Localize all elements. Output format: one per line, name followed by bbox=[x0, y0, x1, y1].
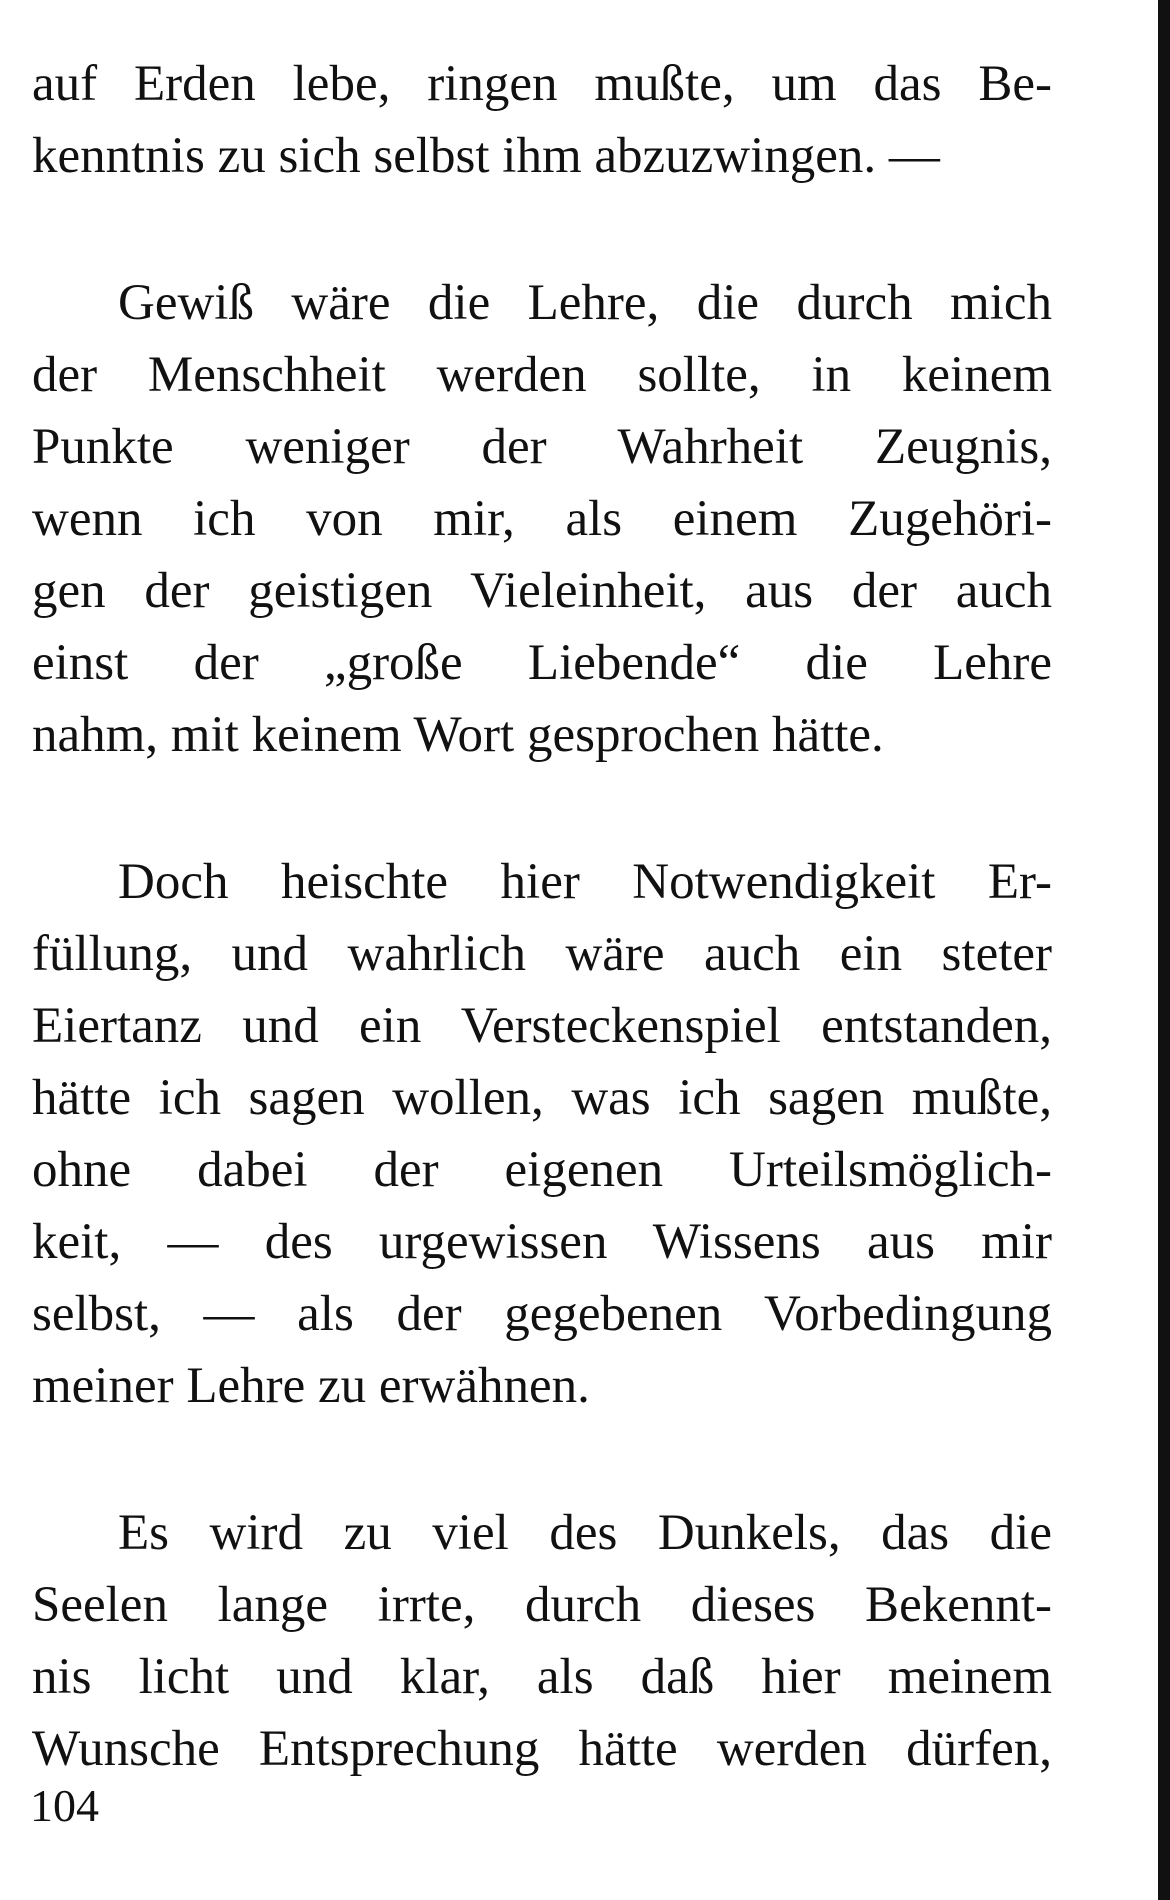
text-line: Punkte weniger der Wahrheit Zeugnis, bbox=[32, 419, 1052, 475]
text-line: Seelen lange irrte, durch dieses Bekennt- bbox=[32, 1577, 1052, 1633]
text-line: Doch heischte hier Notwendigkeit Er- bbox=[118, 854, 1052, 910]
text-line: Gewiß wäre die Lehre, die durch mich bbox=[118, 275, 1052, 331]
text-line: nis licht und klar, als daß hier meinem bbox=[32, 1649, 1052, 1705]
text-line: der Menschheit werden sollte, in keinem bbox=[32, 347, 1052, 403]
text-line: auf Erden lebe, ringen mußte, um das Be- bbox=[32, 56, 1052, 112]
text-line: wenn ich von mir, als einem Zugehöri- bbox=[32, 491, 1052, 547]
text-line: ohne dabei der eigenen Urteilsmöglich- bbox=[32, 1142, 1052, 1198]
page-number: 104 bbox=[30, 1780, 99, 1831]
paragraph-gap bbox=[32, 1422, 1052, 1497]
text-line: Eiertanz und ein Versteckenspiel entstanden, bbox=[32, 998, 1052, 1054]
text-line: selbst, — als der gegebenen Vorbedingung bbox=[32, 1286, 1052, 1342]
text-line: gen der geistigen Vieleinheit, aus der auch bbox=[32, 563, 1052, 619]
text-line: meiner Lehre zu erwähnen. bbox=[32, 1358, 590, 1414]
paragraph-gap bbox=[32, 192, 1052, 267]
text-line: keit, — des urgewissen Wissens aus mir bbox=[32, 1214, 1052, 1270]
text-line: Es wird zu viel des Dunkels, das die bbox=[118, 1505, 1052, 1561]
body-text bbox=[32, 48, 1052, 1785]
page-edge-shadow bbox=[1158, 0, 1170, 1900]
text-line: kenntnis zu sich selbst ihm abzuzwingen. — bbox=[32, 128, 940, 184]
text-line: Wunsche Entsprechung hätte werden dürfen, bbox=[32, 1721, 1052, 1777]
paragraph-gap bbox=[32, 771, 1052, 846]
text-line: einst der „große Liebende“ die Lehre bbox=[32, 635, 1052, 691]
text-line: nahm, mit keinem Wort gesprochen hätte. bbox=[32, 707, 884, 763]
text-line: füllung, und wahrlich wäre auch ein steter bbox=[32, 926, 1052, 982]
text-line: hätte ich sagen wollen, was ich sagen mußte, bbox=[32, 1070, 1052, 1126]
